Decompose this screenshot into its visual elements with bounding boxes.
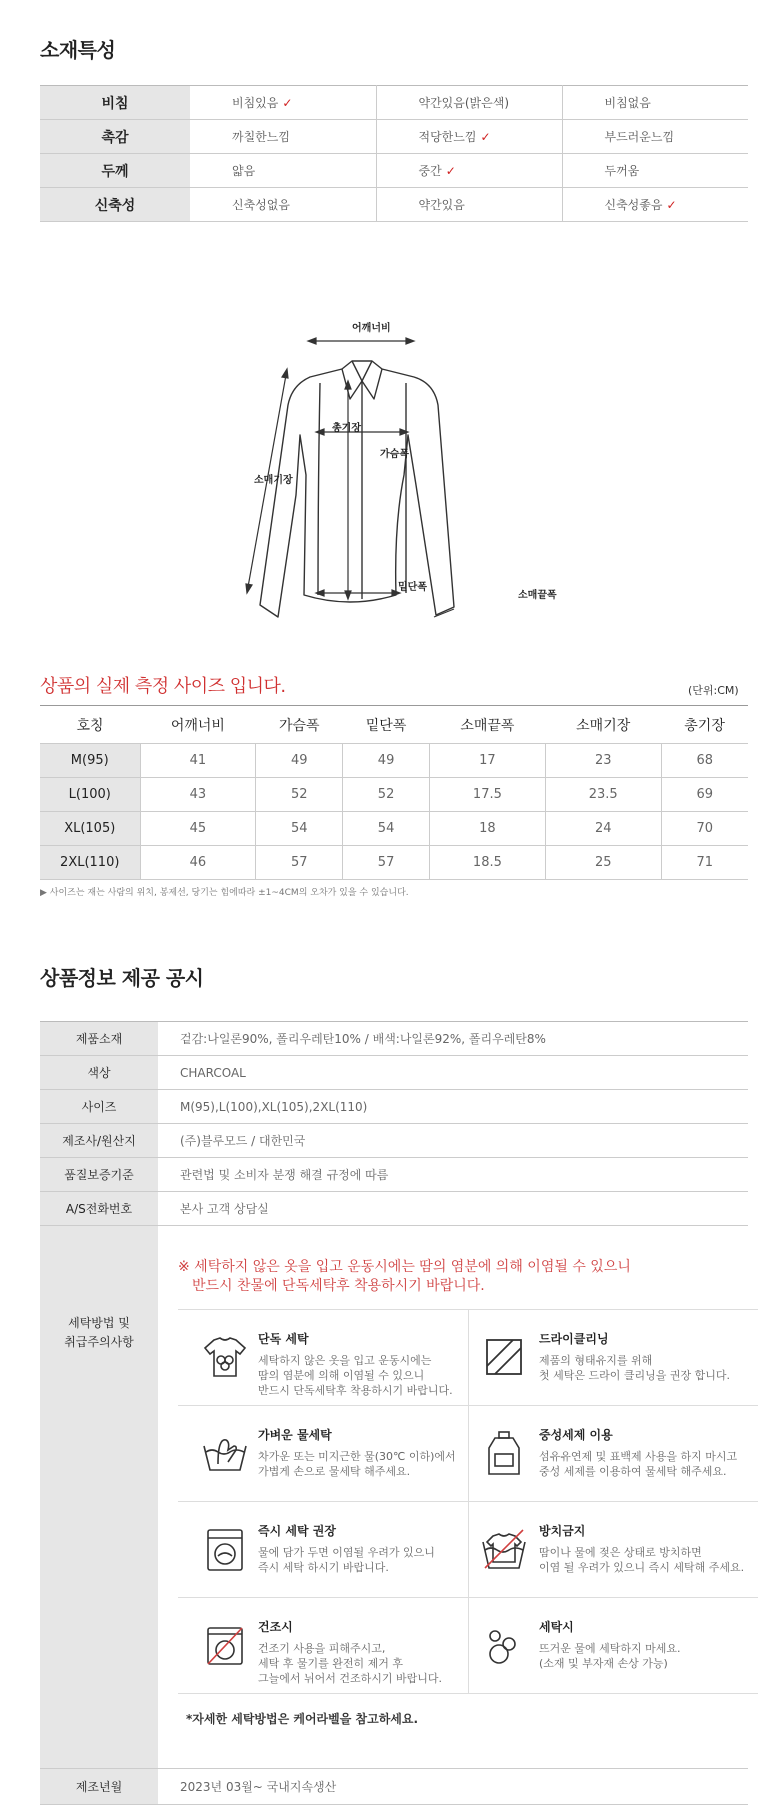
size-cell: 2XL(110)	[40, 846, 140, 880]
care-note: *자세한 세탁방법은 케어라벨을 참고하세요.	[186, 1712, 419, 1726]
value-cell: 23.5	[545, 778, 661, 812]
info-value: (주)블루모드 / 대한민국	[158, 1124, 748, 1158]
washing-machine-icon	[200, 1524, 250, 1574]
material-row	[40, 120, 748, 154]
sleeve-length-label: 소매기장	[254, 475, 293, 486]
header-size: 호칭	[40, 706, 140, 744]
value-cell: 52	[343, 778, 430, 812]
material-row	[40, 86, 748, 120]
info-row	[40, 1022, 748, 1056]
info-row	[40, 1056, 748, 1090]
info-row	[40, 1192, 748, 1226]
header-length: 총기장	[661, 706, 748, 744]
check-icon: ✓	[282, 96, 293, 110]
size-cell: M(95)	[40, 744, 140, 778]
info-label: 사이즈	[40, 1090, 158, 1124]
option-cell: 비침있음 ✓	[190, 86, 376, 120]
info-table	[40, 1021, 748, 1805]
info-label: A/S전화번호	[40, 1192, 158, 1226]
option-cell: 중간 ✓	[376, 154, 562, 188]
care-row	[40, 1226, 748, 1769]
value-cell: 54	[343, 812, 430, 846]
shoulder-label: 어깨너비	[352, 323, 391, 334]
value-cell: 49	[343, 744, 430, 778]
option-cell: 부드러운느낌	[562, 120, 748, 154]
header-shoulder: 어깨너비	[140, 706, 256, 744]
option-cell: 비침없음	[562, 86, 748, 120]
value-cell: 18	[430, 812, 546, 846]
size-row	[40, 812, 748, 846]
care-item: 방치금지 땀이나 물에 젖은 상태로 방치하면 이염 될 우려가 있으니 즉시 세탁해 주세요.	[468, 1502, 758, 1597]
option-cell: 적당한느낌 ✓	[376, 120, 562, 154]
size-note: ▶ 사이즈는 재는 사람의 위치, 봉제선, 당기는 힘에따라 ±1~4CM의 오차가 있을 수 있습니다.	[40, 888, 409, 898]
header-hem: 밑단폭	[343, 706, 430, 744]
value-cell: 23	[545, 744, 661, 778]
care-item: 세탁시 뜨거운 물에 세탁하지 마세요. (소재 및 부자재 손상 가능)	[468, 1598, 758, 1693]
option-cell: 약간있음(밝은색)	[376, 86, 562, 120]
care-content	[158, 1226, 748, 1769]
info-title: 상품정보 제공 공시	[40, 966, 204, 990]
value-cell: 70	[661, 812, 748, 846]
care-item: 건조시 건조기 사용을 피해주시고, 세탁 후 물기를 완전히 제거 후 그늘에서 뉘어서 건조하시기 바랍니다.	[178, 1598, 468, 1693]
size-cell: XL(105)	[40, 812, 140, 846]
info-label: 제조사/원산지	[40, 1124, 158, 1158]
check-icon: ✓	[445, 164, 456, 178]
header-chest: 가슴폭	[256, 706, 343, 744]
no-soak-icon	[479, 1524, 529, 1574]
info-label: 제조년월	[40, 1769, 158, 1805]
check-icon: ✓	[480, 130, 491, 144]
row-label: 비침	[40, 86, 190, 120]
info-row	[40, 1769, 748, 1805]
check-icon: ✓	[666, 198, 677, 212]
material-title: 소재특성	[40, 38, 116, 62]
option-cell: 신축성없음	[190, 188, 376, 222]
hem-label: 밑단폭	[398, 582, 427, 593]
info-row	[40, 1158, 748, 1192]
care-item: 중성세제 이용 섬유유연제 및 표백제 사용을 하지 마시고 중성 세제를 이용하여 물세탁 해주세요.	[468, 1406, 758, 1501]
row-label: 신축성	[40, 188, 190, 222]
size-row	[40, 778, 748, 812]
size-cell: L(100)	[40, 778, 140, 812]
care-warning: ※ 세탁하지 않은 옷을 입고 운동시에는 땀의 염분에 의해 이염될 수 있으니 반드시 찬물에 단독세탁후 착용하시기 바랍니다.	[178, 1259, 631, 1294]
row-label: 촉감	[40, 120, 190, 154]
info-label: 색상	[40, 1056, 158, 1090]
value-cell: 24	[545, 812, 661, 846]
info-value: 2023년 03월~ 국내지속생산	[158, 1769, 748, 1805]
info-value: 겉감:나일론90%, 폴리우레탄10% / 배색:나일론92%, 폴리우레탄8%	[158, 1022, 748, 1056]
value-cell: 57	[343, 846, 430, 880]
info-row	[40, 1090, 748, 1124]
value-cell: 46	[140, 846, 256, 880]
material-row	[40, 188, 748, 222]
no-dryer-icon	[200, 1620, 250, 1670]
info-value: 본사 고객 상담실	[158, 1192, 748, 1226]
care-label: 세탁방법 및 취급주의사항	[40, 1226, 158, 1769]
value-cell: 54	[256, 812, 343, 846]
value-cell: 49	[256, 744, 343, 778]
value-cell: 71	[661, 846, 748, 880]
info-row	[40, 1124, 748, 1158]
care-item: 드라이클리닝 제품의 형태유지를 위해 첫 세탁은 드라이 클리닝을 권장 합니다.	[468, 1310, 758, 1405]
info-label: 품질보증기준	[40, 1158, 158, 1192]
option-cell: 약간있음	[376, 188, 562, 222]
size-row	[40, 846, 748, 880]
header-sleeve: 소매기장	[545, 706, 661, 744]
chest-label: 가슴폭	[380, 449, 409, 460]
care-item: 즉시 세탁 권장 물에 담가 두면 이염될 우려가 있으니 즉시 세탁 하시기 바랍니다.	[178, 1502, 468, 1597]
size-header-row	[40, 706, 748, 744]
material-table	[40, 85, 748, 222]
tshirt-wash-icon	[200, 1332, 250, 1382]
option-cell: 신축성좋음 ✓	[562, 188, 748, 222]
value-cell: 41	[140, 744, 256, 778]
value-cell: 69	[661, 778, 748, 812]
value-cell: 17	[430, 744, 546, 778]
dry-clean-icon	[479, 1332, 529, 1382]
cuff-label: 소매끝폭	[518, 590, 557, 601]
value-cell: 68	[661, 744, 748, 778]
option-cell: 두꺼움	[562, 154, 748, 188]
detergent-icon	[479, 1428, 529, 1478]
size-row	[40, 744, 748, 778]
value-cell: 25	[545, 846, 661, 880]
info-value: M(95),L(100),XL(105),2XL(110)	[158, 1090, 748, 1124]
header-cuff: 소매끝폭	[430, 706, 546, 744]
value-cell: 17.5	[430, 778, 546, 812]
value-cell: 18.5	[430, 846, 546, 880]
bubbles-icon	[479, 1620, 529, 1670]
value-cell: 43	[140, 778, 256, 812]
hand-wash-icon	[200, 1428, 250, 1478]
garment-diagram	[240, 323, 557, 635]
value-cell: 57	[256, 846, 343, 880]
care-item: 단독 세탁 세탁하지 않은 옷을 입고 운동시에는 땀의 염분에 의해 이염될 수 있으니 반드시 단독세탁후 착용하시기 바랍니다.	[178, 1310, 468, 1405]
care-grid	[178, 1309, 758, 1694]
info-label: 제품소재	[40, 1022, 158, 1056]
size-heading: 상품의 실제 측정 사이즈 입니다.	[40, 676, 286, 697]
care-item: 가벼운 물세탁 차가운 또는 미지근한 물(30℃ 이하)에서 가볍게 손으로 물세탁 해주세요.	[178, 1406, 468, 1501]
size-table	[40, 705, 748, 880]
material-row	[40, 154, 748, 188]
unit-label: (단위:CM)	[688, 684, 739, 697]
row-label: 두께	[40, 154, 190, 188]
info-value: CHARCOAL	[158, 1056, 748, 1090]
total-length-label: 총기장	[332, 423, 361, 434]
value-cell: 45	[140, 812, 256, 846]
info-value: 관련법 및 소비자 분쟁 해결 규정에 따름	[158, 1158, 748, 1192]
option-cell: 까칠한느낌	[190, 120, 376, 154]
value-cell: 52	[256, 778, 343, 812]
option-cell: 얇음	[190, 154, 376, 188]
